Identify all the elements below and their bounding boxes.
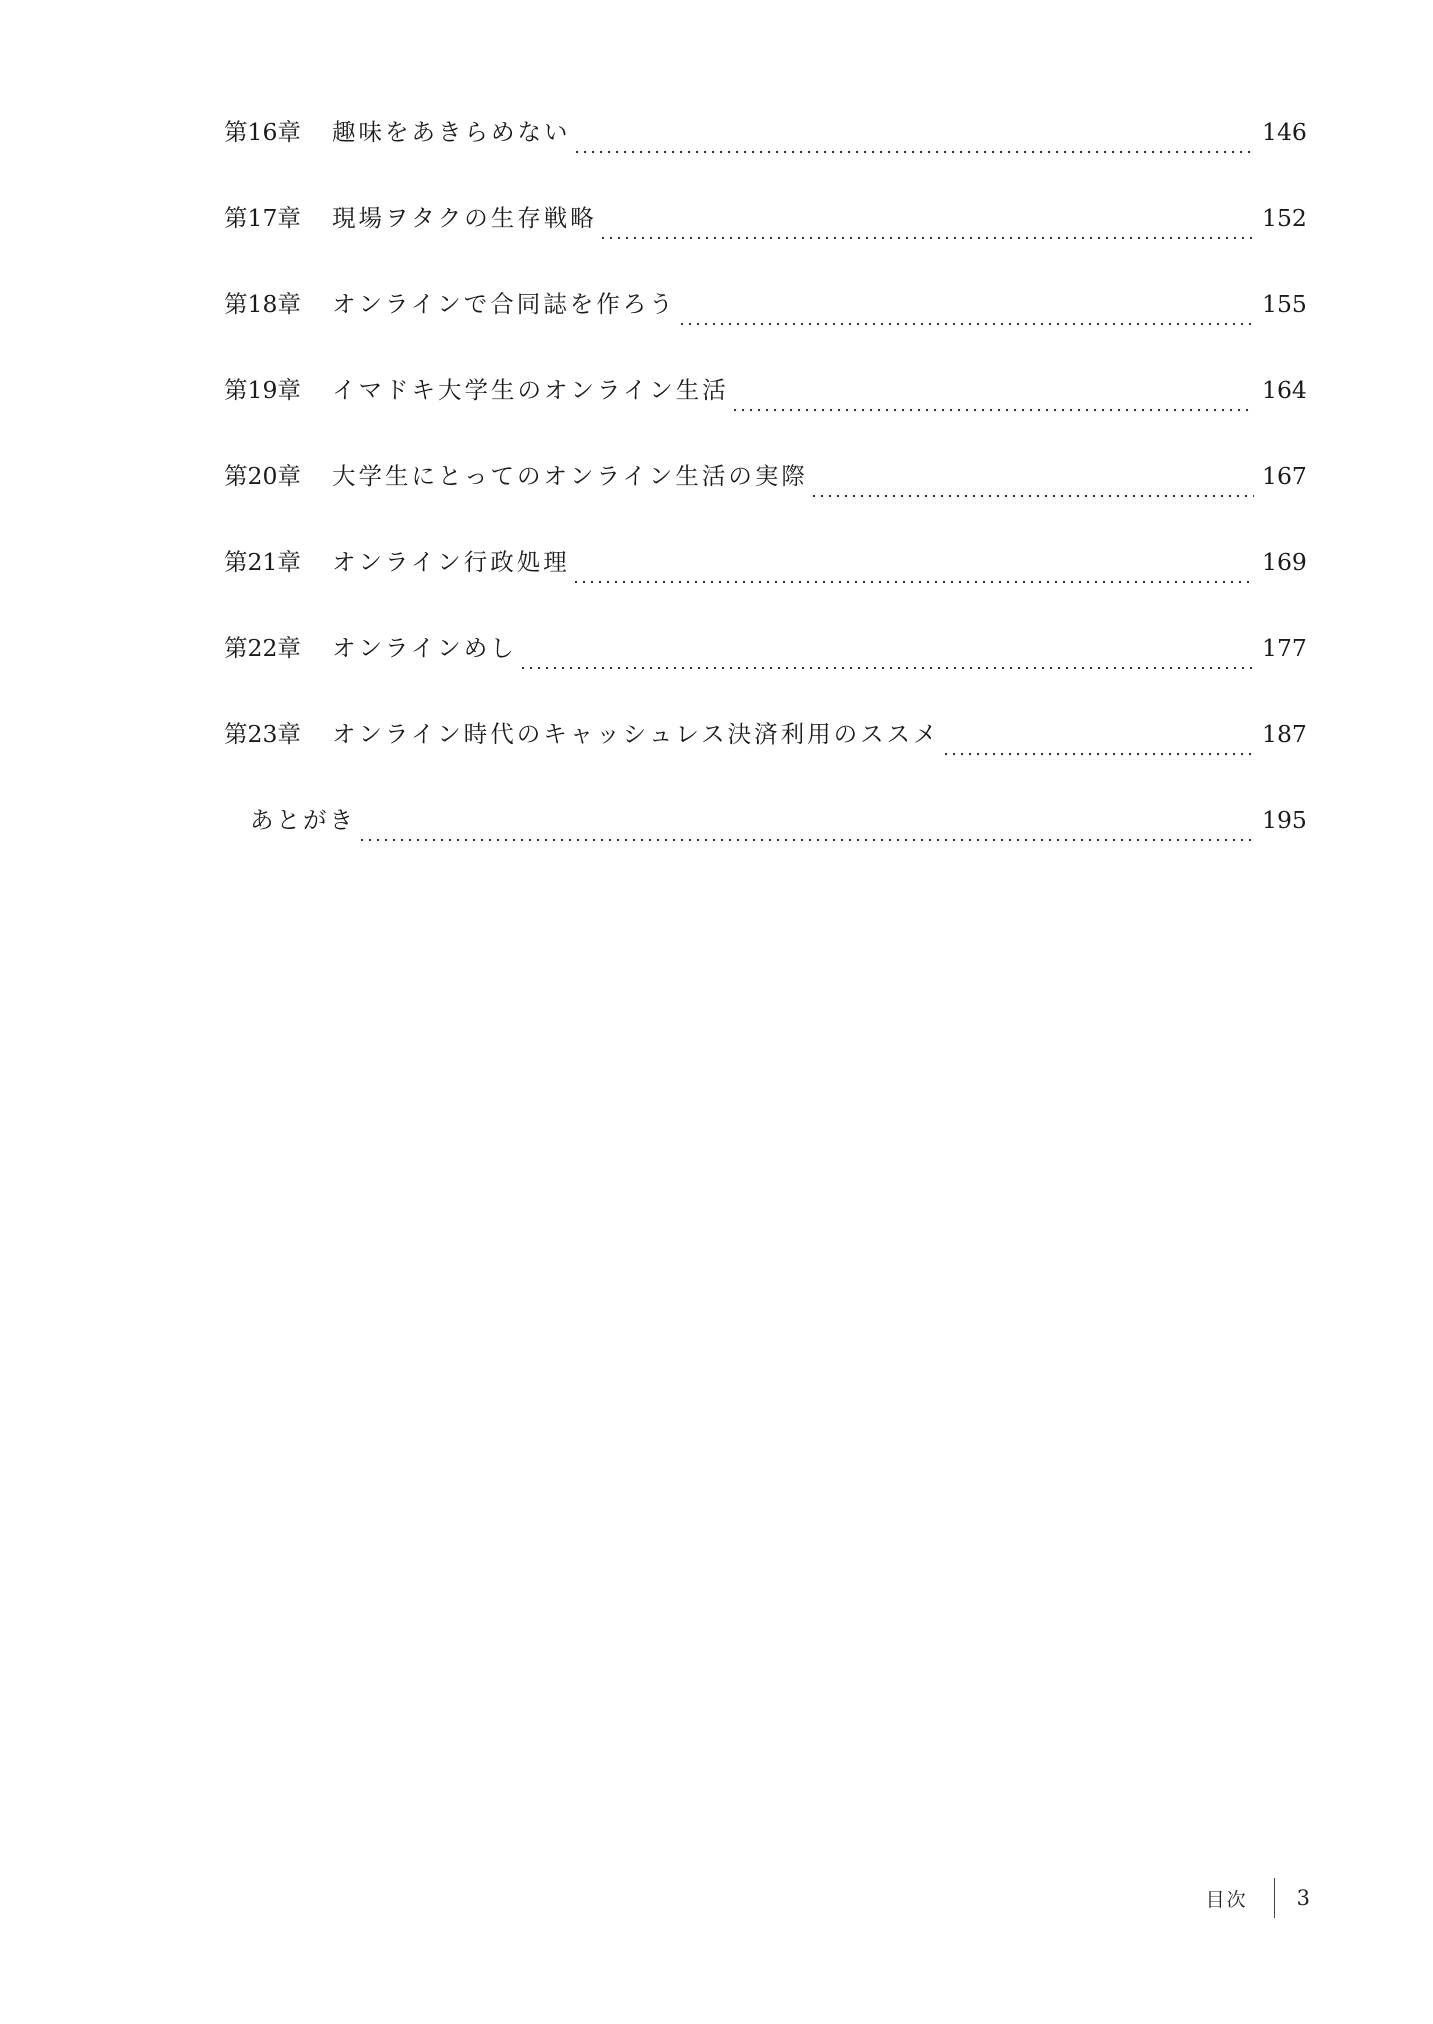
page-number: 164: [1262, 376, 1307, 404]
toc-entry-afterword[interactable]: [224, 795, 1306, 881]
page-number: 152: [1262, 204, 1307, 232]
page-number: 195: [1262, 806, 1307, 834]
page-footer: [1206, 1878, 1310, 1918]
dot-leader: [519, 666, 1254, 670]
dot-leader: [942, 752, 1254, 756]
chapter-number: 第20章: [224, 462, 301, 490]
footer-page-number: 3: [1296, 1886, 1310, 1910]
toc-entry-chapter-21[interactable]: [224, 537, 1306, 623]
page-number: 169: [1262, 548, 1307, 576]
toc-entry-chapter-16[interactable]: [224, 107, 1306, 193]
chapter-number: 第22章: [224, 634, 301, 662]
chapter-title: イマドキ大学生のオンライン生活: [332, 376, 729, 404]
dot-leader: [678, 322, 1254, 326]
chapter-title: 大学生にとってのオンライン生活の実際: [332, 462, 808, 490]
chapter-title: 趣味をあきらめない: [332, 118, 571, 146]
page-number: 187: [1262, 720, 1307, 748]
dot-leader: [572, 580, 1254, 584]
footer-divider: [1274, 1878, 1275, 1918]
page-number: 167: [1262, 462, 1307, 490]
chapter-title: オンライン時代のキャッシュレス決済利用のススメ: [332, 720, 940, 748]
chapter-number: 第17章: [224, 204, 301, 232]
page-number: 155: [1262, 290, 1307, 318]
table-of-contents: [224, 107, 1306, 881]
dot-leader: [573, 150, 1255, 154]
toc-entry-chapter-20[interactable]: [224, 451, 1306, 537]
chapter-title: オンライン行政処理: [332, 548, 570, 576]
afterword-title: あとがき: [250, 806, 356, 834]
page-number: 177: [1262, 634, 1307, 662]
toc-entry-chapter-19[interactable]: [224, 365, 1306, 451]
toc-entry-chapter-23[interactable]: [224, 709, 1306, 795]
dot-leader: [358, 838, 1254, 842]
dot-leader: [810, 494, 1254, 498]
chapter-number: 第23章: [224, 720, 301, 748]
chapter-title: 現場ヲタクの生存戦略: [332, 204, 597, 232]
toc-entry-chapter-18[interactable]: [224, 279, 1306, 365]
toc-entry-chapter-22[interactable]: [224, 623, 1306, 709]
chapter-title: オンラインめし: [332, 634, 517, 662]
toc-entry-chapter-17[interactable]: [224, 193, 1306, 279]
footer-section-label: 目次: [1205, 1888, 1248, 1911]
chapter-number: 第19章: [224, 376, 301, 404]
dot-leader: [599, 236, 1254, 240]
chapter-title: オンラインで合同誌を作ろう: [332, 290, 676, 318]
page-number: 146: [1262, 118, 1307, 146]
dot-leader: [731, 408, 1254, 412]
chapter-number: 第21章: [224, 548, 301, 576]
chapter-number: 第18章: [224, 290, 301, 318]
chapter-number: 第16章: [224, 118, 301, 146]
